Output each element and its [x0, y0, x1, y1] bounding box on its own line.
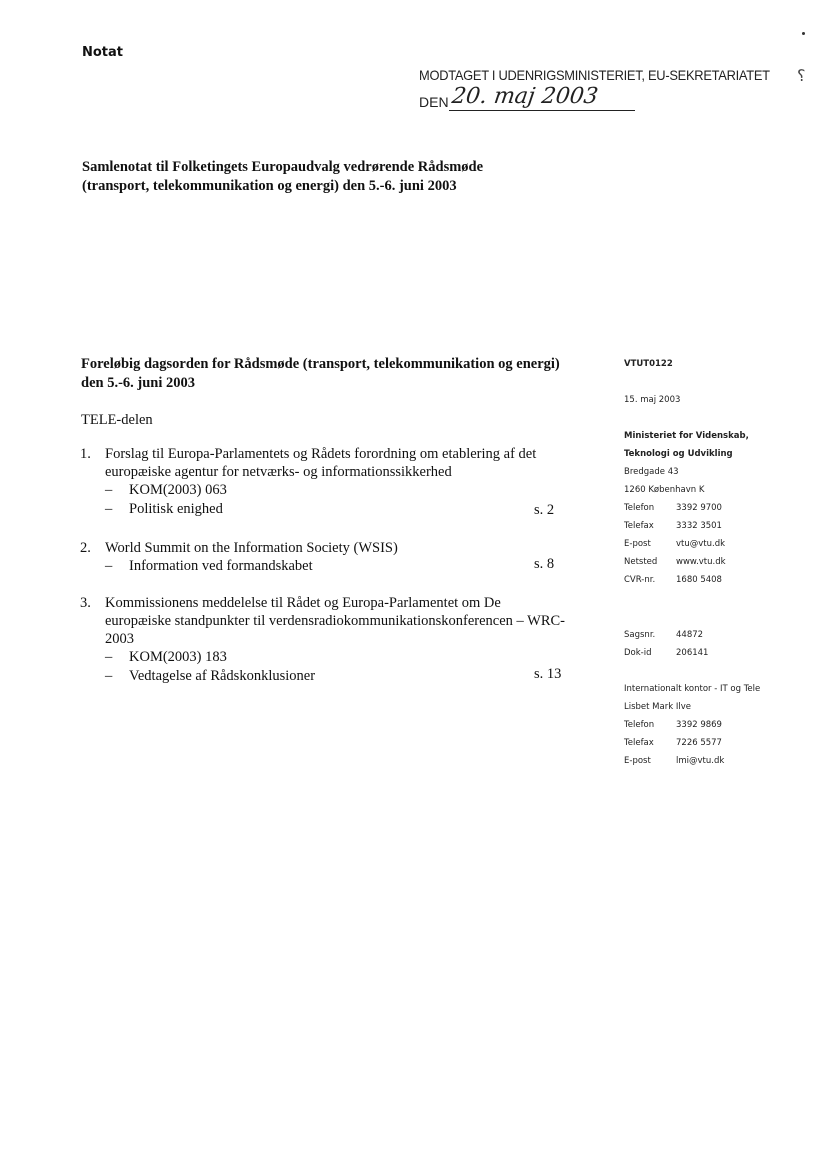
ministry-name-line2: Teknologi og Udvikling	[624, 449, 733, 459]
page-reference: s. 2	[534, 502, 555, 518]
dash: –	[105, 649, 113, 665]
agenda-item	[80, 539, 570, 576]
scan-mark-icon: ⸮	[797, 68, 806, 85]
ministry-name-line1: Ministeriet for Videnskab,	[624, 431, 749, 441]
contact-value: vtu@vtu.dk	[676, 539, 726, 549]
agenda-item-number: 2.	[80, 540, 91, 556]
person-contact-value: 7226 5577	[676, 738, 722, 748]
page-reference: s. 8	[534, 556, 555, 572]
address-street: Bredgade 43	[624, 467, 679, 477]
contact-value: 3332 3501	[676, 521, 722, 531]
agenda-subitem-label: Vedtagelse af Rådskonklusioner	[129, 668, 316, 684]
case-label: Dok-id	[624, 648, 652, 658]
contact-label: Netsted	[624, 557, 658, 567]
case-label: Sagsnr.	[624, 630, 656, 640]
case-value: 206141	[676, 648, 709, 658]
agenda-item	[80, 445, 570, 519]
contact-label: CVR-nr.	[624, 575, 656, 585]
dash: –	[105, 482, 113, 498]
page-reference: s. 13	[534, 666, 562, 682]
agenda-subitem-label: Information ved formandskabet	[129, 558, 313, 574]
handwritten-date: 20. maj 2003	[450, 84, 600, 109]
agenda-subitem-label: KOM(2003) 183	[129, 649, 227, 665]
agenda-subitem	[105, 648, 570, 667]
agenda-item-text: World Summit on the Information Society (WSIS)	[105, 540, 398, 556]
person-contact-label: Telefax	[624, 738, 654, 748]
contact-label: Telefax	[624, 521, 654, 531]
dash: –	[105, 668, 113, 684]
agenda-subitem	[105, 500, 570, 519]
contact-value: www.vtu.dk	[676, 557, 726, 567]
document-date: 15. maj 2003	[624, 395, 681, 405]
stamp-date-line	[449, 110, 635, 111]
case-value: 44872	[676, 630, 704, 640]
contact-label: Telefon	[624, 503, 655, 513]
document-type-label: Notat	[82, 45, 124, 60]
agenda-item-number: 1.	[80, 446, 91, 462]
agenda-subitem-label: Politisk enighed	[129, 501, 223, 517]
agenda-item-text: Forslag til Europa-Parlamentets og Rådets forordning om etablering af det europæiske agentur for netværks- og informationssikkerhed	[105, 446, 537, 480]
agenda-item-number: 3.	[80, 595, 91, 611]
main-title: Samlenotat til Folketingets Europaudvalg vedrørende Rådsmøde (transport, telekommunikation og energi) den 5.-6. juni 2003	[82, 159, 484, 194]
person-contact-value: 3392 9869	[676, 720, 722, 730]
dash: –	[105, 501, 113, 517]
contact-person: Lisbet Mark Ilve	[624, 702, 691, 712]
contact-value: 1680 5408	[676, 575, 722, 585]
agenda-item	[80, 594, 570, 686]
section-label: TELE-delen	[81, 412, 153, 428]
contact-label: E-post	[624, 539, 651, 549]
office-name: Internationalt kontor - IT og Tele	[624, 684, 761, 694]
agenda-title: Foreløbig dagsorden for Rådsmøde (transport, telekommunikation og energi) den 5.-6. juni 2003	[81, 356, 560, 391]
agenda-item-text: Kommissionens meddelelse til Rådet og Europa-Parlamentet om De europæiske standpunkter til verdensradiokommunikationskonferencen – WRC-2003	[105, 595, 566, 647]
agenda-subitem	[105, 481, 570, 500]
person-contact-value: lmi@vtu.dk	[676, 756, 725, 766]
document-code: VTUT0122	[624, 359, 673, 369]
agenda-subitem	[105, 557, 570, 576]
person-contact-label: E-post	[624, 756, 651, 766]
contact-value: 3392 9700	[676, 503, 722, 513]
dash: –	[105, 558, 113, 574]
person-contact-label: Telefon	[624, 720, 655, 730]
address-city: 1260 København K	[624, 485, 705, 495]
received-stamp-text: MODTAGET I UDENRIGSMINISTERIET, EU-SEKRETARIATET	[419, 67, 770, 83]
agenda-subitem-label: KOM(2003) 063	[129, 482, 227, 498]
received-stamp-den: DEN	[419, 94, 449, 110]
agenda-subitem	[105, 667, 570, 686]
scan-speck	[802, 32, 805, 35]
